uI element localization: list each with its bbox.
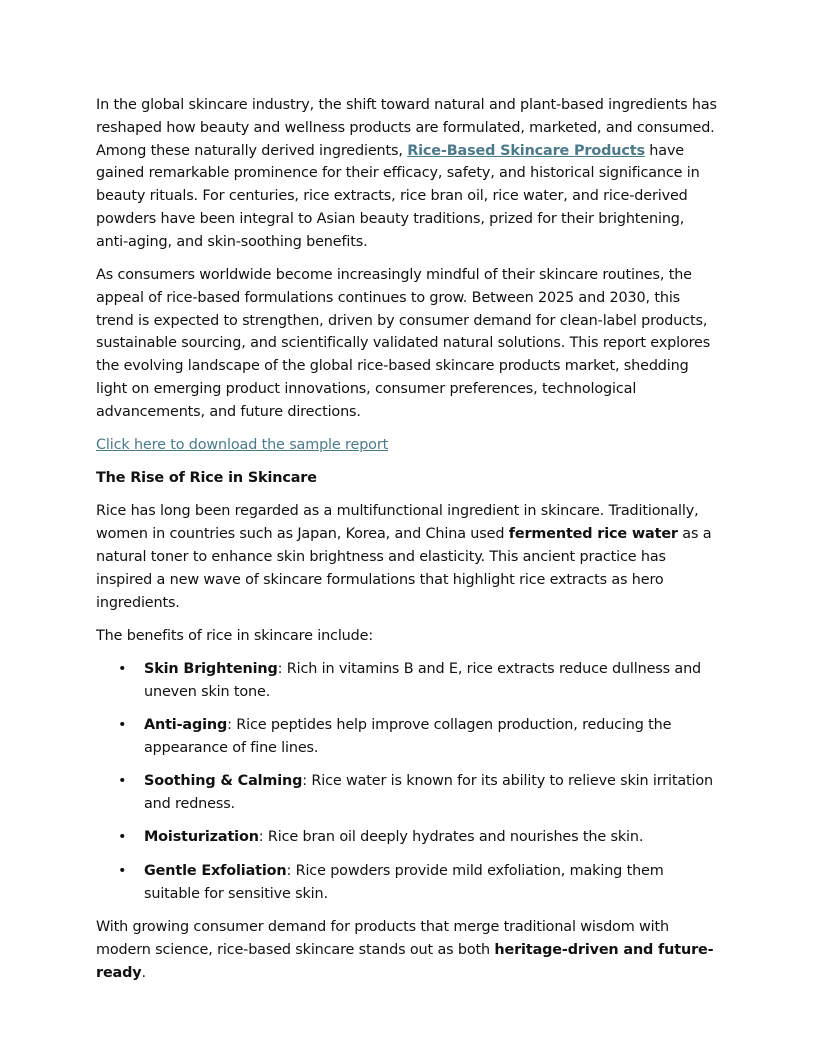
document-page [96, 94, 720, 995]
intro-p1-text-before: In the global skincare industry, the shift toward natural and plant-based ingredients has reshaped how beauty and wellness products are formulated, marketed, and consumed. Among these naturally derived ingredients, [96, 97, 717, 159]
section-paragraph-1 [96, 500, 720, 614]
list-item [96, 770, 720, 816]
bullet-icon: • [118, 717, 127, 734]
intro-paragraph-2: As consumers worldwide become increasingly mindful of their skincare routines, the appeal of rice-based formulations continues to grow. Between 2025 and 2030, this trend is expected to strengthen, driven by consumer demand for clean-label products, sustainable sourcing, and scientifically validated natural solutions. This report explores the evolving landscape of the global rice-based skincare products market, shedding light on emerging product innovations, consumer preferences, technological advancements, and future directions. [96, 266, 711, 420]
list-item [96, 826, 720, 849]
rice-based-skincare-link[interactable]: Rice-Based Skincare Products [407, 142, 645, 159]
list-item [96, 714, 720, 760]
benefits-list [96, 658, 720, 906]
benefit-title: Soothing & Calming [144, 773, 303, 790]
section-heading: The Rise of Rice in Skincare [96, 470, 317, 487]
fermented-rice-water-bold: fermented rice water [508, 526, 678, 543]
section-p1-text-before: Rice has long been regarded as a multifunctional ingredient in skincare. Traditionally, women in countries such as Japan, Korea, and China used [96, 503, 699, 543]
bullet-icon: • [118, 862, 127, 879]
benefit-title: Anti-aging [144, 717, 228, 734]
list-item [96, 860, 720, 906]
closing-text-before: With growing consumer demand for products that merge traditional wisdom with modern science, rice-based skincare stands out as both [96, 919, 669, 958]
benefit-title: Moisturization [144, 829, 259, 846]
benefit-text: : Rice bran oil deeply hydrates and nourishes the skin. [258, 829, 644, 846]
intro-p1-text-after: have gained remarkable prominence for their efficacy, safety, and historical significance in beauty rituals. For centuries, rice extracts, rice bran oil, rice water, and rice-derived powders have been integral to Asian beauty traditions, prized for their brightening, anti-aging, and skin-soothing benefits. [96, 142, 700, 250]
benefit-text: : Rice powders provide mild exfoliation, making them suitable for sensitive skin. [144, 862, 664, 902]
bullet-icon: • [118, 829, 127, 846]
download-sample-report-link[interactable]: Click here to download the sample report [96, 436, 389, 453]
benefits-intro: The benefits of rice in skincare include: [96, 627, 374, 644]
heritage-future-bold: heritage-driven and future-ready [96, 941, 714, 981]
list-item [96, 658, 720, 704]
bullet-icon: • [118, 773, 127, 790]
section-p1-text-after: as a natural toner to enhance skin brightness and elasticity. This ancient practice has inspired a new wave of skincare formulations that highlight rice extracts as hero ingredients. [96, 526, 712, 611]
benefit-text: : Rice water is known for its ability to relieve skin irritation and redness. [144, 773, 713, 813]
intro-paragraph-1 [96, 94, 720, 254]
benefit-title: Skin Brightening [144, 660, 278, 677]
closing-paragraph [96, 916, 720, 984]
benefit-text: : Rich in vitamins B and E, rice extracts reduce dullness and uneven skin tone. [144, 660, 702, 700]
download-link-paragraph [96, 434, 720, 457]
bullet-icon: • [118, 660, 127, 677]
benefit-title: Gentle Exfoliation [144, 862, 287, 879]
closing-text-after: . [141, 964, 146, 981]
benefit-text: : Rice peptides help improve collagen production, reducing the appearance of fine lines. [144, 717, 672, 756]
